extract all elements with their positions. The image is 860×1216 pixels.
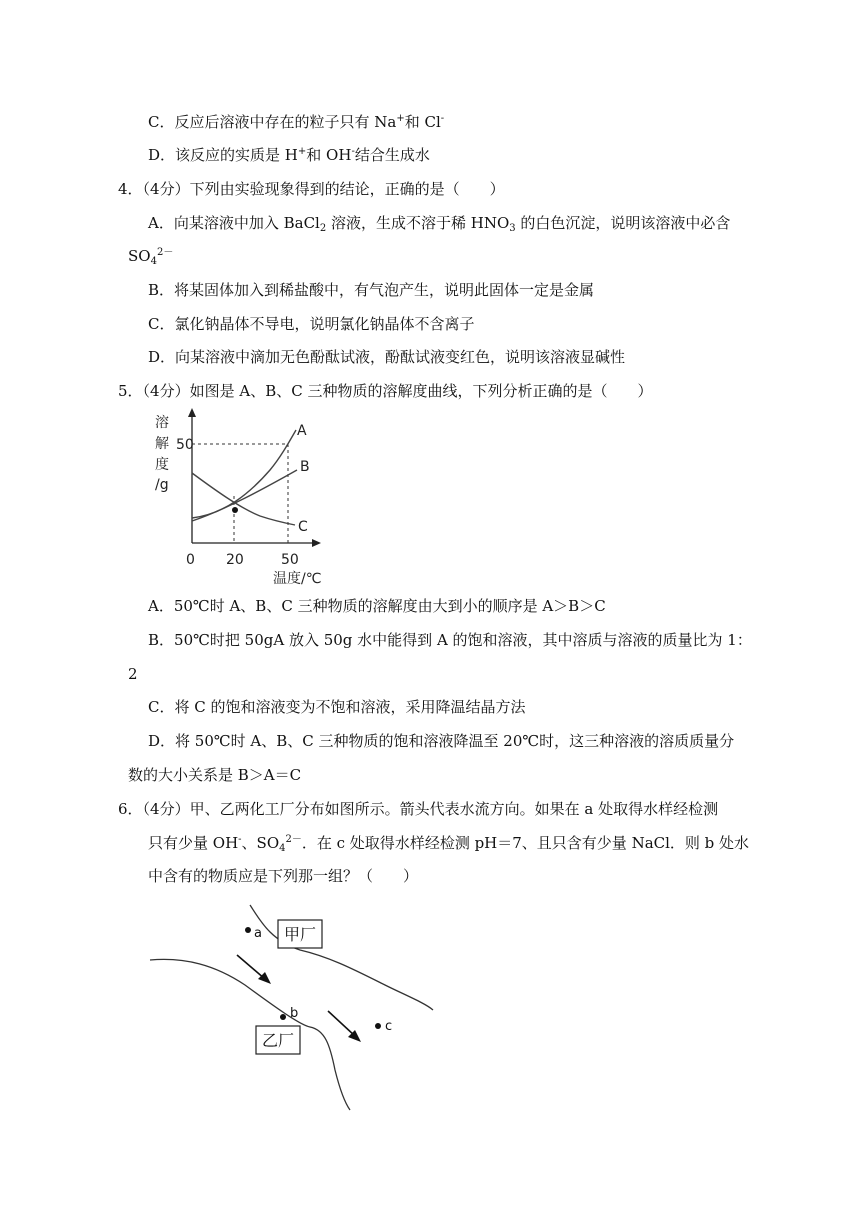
y-label-2: 解 xyxy=(155,436,169,452)
q3-option-c: C．反应后溶液中存在的粒子只有 Na+和 Cl- xyxy=(148,113,445,131)
river-factory-map xyxy=(145,895,440,1115)
q5-option-c: C．将 C 的饱和溶液变为不饱和溶液，采用降温结晶方法 xyxy=(148,698,526,716)
curve-label-b: B xyxy=(300,459,310,475)
point-c-label: c xyxy=(385,1019,393,1034)
q5-stem: 5．（4分）如图是 A、B、C 三种物质的溶解度曲线，下列分析正确的是（ ） xyxy=(118,382,653,400)
flow-arrow-2-shaft xyxy=(328,1011,355,1036)
y-axis-arrow xyxy=(188,408,196,417)
flow-arrow-1-shaft xyxy=(237,955,265,979)
q6-stem-3: 中含有的物质应是下列那一组？（ ） xyxy=(148,867,419,885)
q6-stem-2: 只有少量 OH-、$SO_4^{2-}$．在 c 处取得水样经检测 pH＝7、且只含有少量 NaCl．则 b 处水 xyxy=(148,834,750,854)
curve-label-c: C xyxy=(298,519,308,535)
factory-jia-label: 甲厂 xyxy=(284,925,317,944)
curve-a xyxy=(192,430,296,518)
y-label-3: 度 xyxy=(155,457,169,473)
factory-yi-label: 乙厂 xyxy=(262,1031,295,1050)
point-b-label: b xyxy=(290,1006,299,1021)
q3-option-d: D．该反应的实质是 H+和 OH-结合生成水 xyxy=(148,146,430,164)
x-tick-20: 20 xyxy=(226,552,244,568)
point-b-dot xyxy=(280,1014,286,1020)
q5-option-b: B．50℃时把 50gA 放入 50g 水中能得到 A 的饱和溶液，其中溶质与溶液的质量比为 1： xyxy=(148,631,752,649)
point-c-dot xyxy=(375,1023,381,1029)
point-a-label: a xyxy=(254,926,262,941)
y-label-1: 溶 xyxy=(155,415,169,431)
q4-option-a: A．向某溶液中加入 BaCl$_2$ 溶液，生成不溶于稀 $HNO_3$ 的白色沉淀，说明该溶液中必含 xyxy=(148,214,731,234)
point-a-dot xyxy=(245,927,251,933)
q5-option-b-cont: 2 xyxy=(128,665,138,683)
x-tick-50: 50 xyxy=(281,552,299,568)
curve-label-a: A xyxy=(297,423,307,439)
q4-option-c: C．氯化钠晶体不导电，说明氯化钠晶体不含离子 xyxy=(148,315,475,333)
q4-stem: 4．（4分）下列由实验现象得到的结论，正确的是（ ） xyxy=(118,180,505,198)
q6-stem-1: 6．（4分）甲、乙两化工厂分布如图所示。箭头代表水流方向。如果在 a 处取得水样经检测 xyxy=(118,800,719,818)
x-axis-arrow xyxy=(312,539,321,547)
x-tick-0: 0 xyxy=(186,552,195,568)
q5-option-d-cont: 数的大小关系是 B＞A＝C xyxy=(128,766,302,784)
q5-option-d: D．将 50℃时 A、B、C 三种物质的饱和溶液降温至 20℃时，这三种溶液的溶质质量分 xyxy=(148,732,735,750)
q5-option-a: A．50℃时 A、B、C 三种物质的溶解度由大到小的顺序是 A＞B＞C xyxy=(148,597,606,615)
river-bank-lower xyxy=(150,959,350,1110)
solubility-curve-graph xyxy=(140,408,340,590)
q4-option-b: B．将某固体加入到稀盐酸中，有气泡产生，说明此固体一定是金属 xyxy=(148,281,595,299)
y-label-4: /g xyxy=(155,477,169,493)
y-tick-50: 50 xyxy=(176,437,194,453)
q4-option-a-cont: $SO_4^{2-}$ xyxy=(128,247,174,267)
x-axis-label: 温度/℃ xyxy=(273,571,322,587)
intersection-point xyxy=(232,507,238,513)
q4-option-d: D．向某溶液中滴加无色酚酞试液，酚酞试液变红色，说明该溶液显碱性 xyxy=(148,348,626,366)
